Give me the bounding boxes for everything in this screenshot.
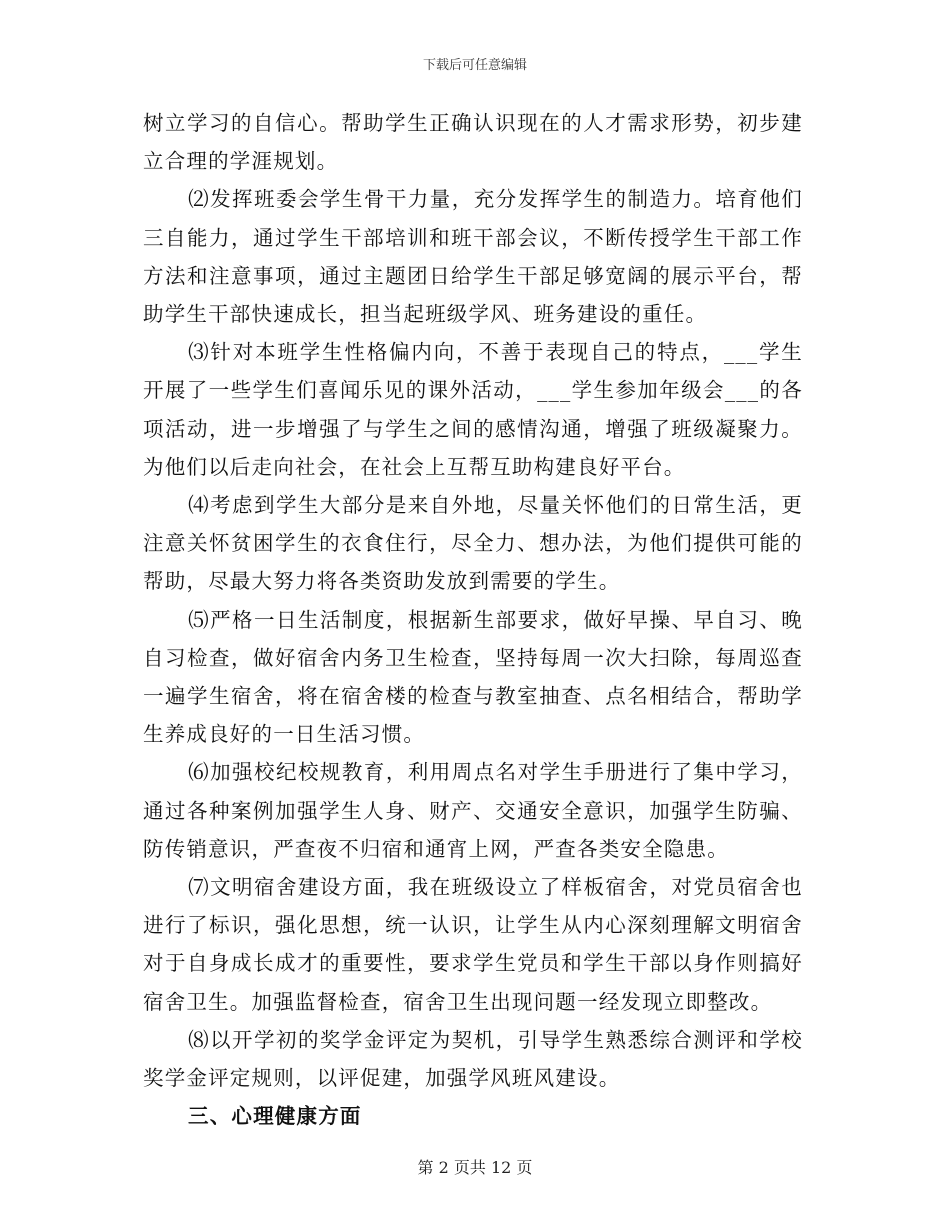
paragraph-item-4: ⑷考虑到学生大部分是来自外地，尽量关怀他们的日常生活，更注意关怀贫困学生的衣食住行，尽全力、想办法，为他们提供可能的帮助，尽最大努力将各类资助发放到需要的学生。 [143,493,803,594]
paragraph-item-8: ⑻以开学初的奖学金评定为契机，引导学生熟悉综合测评和学校奖学金评定规则，以评促建，加强学风班风建设。 [143,1027,803,1091]
page-number: 第 2 页共 12 页 [417,1158,533,1177]
paragraph-item-7: ⑺文明宿舍建设方面，我在班级设立了样板宿舍，对党员宿舍也进行了标识，强化思想，统一认识，让学生从内心深刻理解文明宿舍对于自身成长成才的重要性，要求学生党员和学生干部以身作则搞好宿舍卫生。加强监督检查，宿舍卫生出现问题一经发现立即整改。 [143,875,803,1014]
section-heading: 三、心理健康方面 [188,1104,362,1129]
paragraph-item-6: ⑹加强校纪校规教育，利用周点名对学生手册进行了集中学习，通过各种案例加强学生人身、财产、交通安全意识，加强学生防骗、防传销意识，严查夜不归宿和通宵上网，严查各类安全隐患。 [143,760,803,861]
paragraph-item-3: ⑶针对本班学生性格偏内向，不善于表现自己的特点，___学生开展了一些学生们喜闻乐见的课外活动，___学生参加年级会___的各项活动，进一步增强了与学生之间的感情沟通，增强了班级凝聚力。为他们以后走向社会，在社会上互帮互助构建良好平台。 [143,340,803,479]
document-body [143,104,803,1135]
paragraph-item-5: ⑸严格一日生活制度，根据新生部要求，做好早操、早自习、晚自习检查，做好宿舍内务卫生检查，坚持每周一次大扫除，每周巡查一遍学生宿舍，将在宿舍楼的检查与教室抽查、点名相结合，帮助学生养成良好的一日生活习惯。 [143,607,803,747]
page-header: 下载后可任意编辑 [422,58,527,73]
paragraph-item-2: ⑵发挥班委会学生骨干力量，充分发挥学生的制造力。培育他们三自能力，通过学生干部培训和班干部会议，不断传授学生干部工作方法和注意事项，通过主题团日给学生干部足够宽阔的展示平台，帮助学生干部快速成长，担当起班级学风、班务建设的重任。 [143,187,803,327]
paragraph-continuation: 树立学习的自信心。帮助学生正确认识现在的人才需求形势，初步建立合理的学涯规划。 [143,111,803,174]
